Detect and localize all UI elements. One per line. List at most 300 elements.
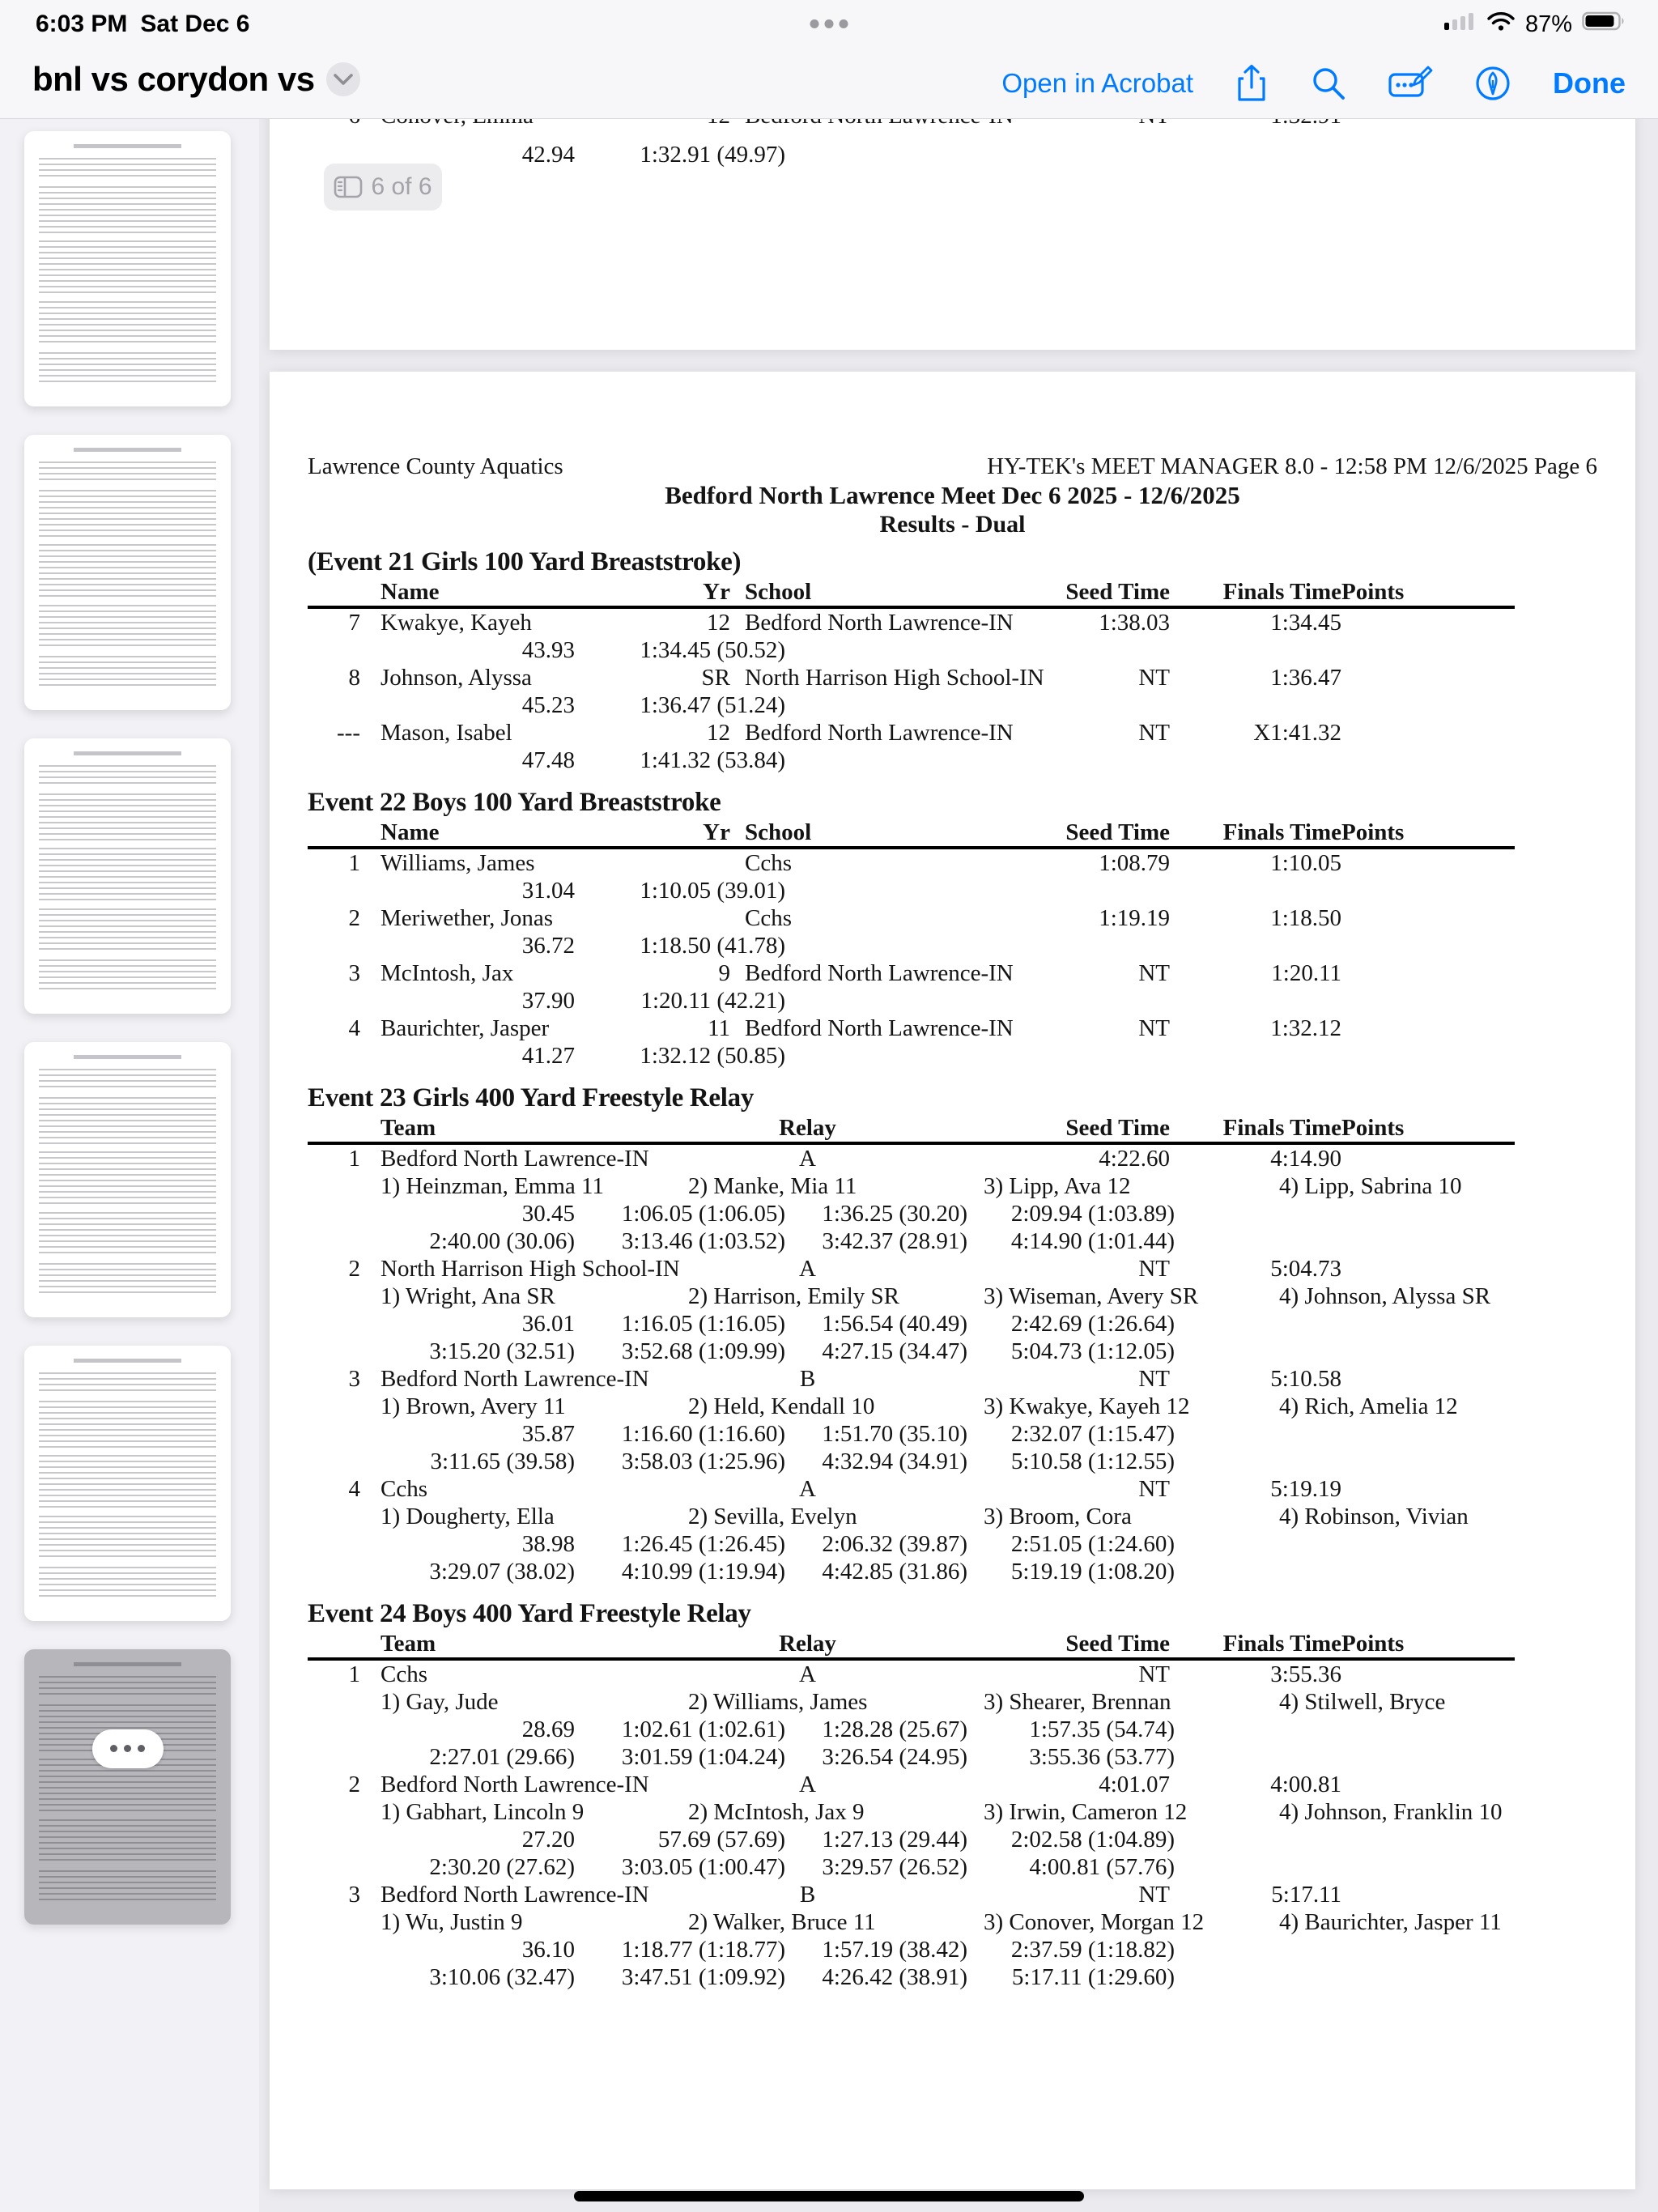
event-title: Event 24 Boys 400 Yard Freestyle Relay: [308, 1599, 751, 1628]
split-time: 3:58.03 (1:25.96): [621, 1448, 785, 1474]
year: [692, 849, 730, 877]
thumbnail-header-line: [74, 1359, 182, 1363]
page-indicator-pill[interactable]: [324, 164, 442, 211]
col-team: Team: [380, 1631, 436, 1657]
split-time: 38.98: [521, 1531, 575, 1557]
page-indicator-label: 6 of 6: [371, 173, 432, 200]
rank: 8: [348, 665, 360, 691]
split-time: 2:40.00 (30.06): [429, 1228, 575, 1254]
col-finals: Finals Time: [1222, 819, 1341, 845]
result-row: [308, 1015, 1515, 1042]
col-yr: Yr: [703, 579, 730, 605]
column-header-row: [308, 819, 1515, 849]
event-title: Event 22 Boys 100 Yard Breaststroke: [308, 788, 721, 817]
relay-swimmers-row: [308, 1503, 1597, 1530]
finals-time: 3:55.36: [1270, 1661, 1341, 1687]
split-time: 3:03.05 (1:00.47): [621, 1854, 785, 1880]
fill: [923, 1365, 1036, 1393]
split-time: 3:01.59 (1:04.24): [621, 1744, 785, 1770]
pencil-tool-button[interactable]: [1473, 64, 1512, 103]
rank: ---: [337, 720, 360, 746]
thumbnail-text-block: [39, 656, 216, 688]
relay-swimmers-row: [308, 1283, 1597, 1310]
swimmer-name: Meriwether, Jonas: [380, 905, 554, 931]
finals-time: 1:36.47: [1270, 665, 1341, 691]
finals-time: 1:20.11: [1271, 960, 1341, 986]
result-row: [308, 849, 1515, 877]
thumbnail-text-block: [39, 1151, 216, 1205]
battery-percent: 87%: [1524, 11, 1572, 37]
relay-team-row: [308, 1145, 1515, 1172]
splits-row: [308, 1826, 1597, 1853]
thumbnail-text-block: [39, 462, 216, 483]
markup-icon: [1388, 65, 1433, 102]
thumbnail-text-block: [39, 301, 216, 345]
split-time: 2:37.59 (1:18.82): [1010, 1937, 1175, 1963]
relay-swimmer: 3) Shearer, Brennan: [984, 1689, 1171, 1715]
relay-team-row: [308, 1881, 1515, 1908]
relay-swimmer: 1) Gay, Jude: [380, 1689, 499, 1715]
split-time: 1:18.50 (41.78): [640, 933, 785, 959]
split-time: 31.04: [521, 878, 575, 904]
col-fill: [923, 1114, 1036, 1142]
split-time: 1:18.77 (1:18.77): [621, 1937, 785, 1963]
relay-team-row: [308, 1661, 1515, 1688]
rank: 2: [348, 905, 360, 931]
school: Bedford North Lawrence-IN: [745, 960, 1014, 986]
split-time: 1:06.05 (1:06.05): [621, 1201, 785, 1227]
seed-time: NT: [1138, 1256, 1170, 1282]
thumbnail-text-block: [39, 765, 216, 786]
col-yr: Yr: [703, 819, 730, 845]
column-header-row: [308, 1630, 1515, 1661]
relay-swimmer: 1) Heinzman, Emma 11: [380, 1173, 604, 1199]
event-section: [308, 546, 1597, 774]
seed-time: 4:01.07: [1099, 1772, 1170, 1797]
thumbnail-text-block: [39, 605, 216, 649]
seed-time: NT: [1138, 1366, 1170, 1392]
splits-row: [308, 1558, 1597, 1585]
column-header-row: [308, 578, 1515, 609]
school: Bedford North Lawrence-IN: [745, 610, 1014, 636]
chevron-down-icon: [333, 73, 354, 86]
split-time: 36.10: [521, 1937, 575, 1963]
splits-row: [308, 1420, 1597, 1448]
year: SR: [701, 665, 730, 691]
splits-row: [308, 1716, 1597, 1743]
sidebar-toggle-icon: [334, 175, 363, 199]
splits-row: [308, 141, 1597, 168]
relay-letter: A: [799, 1661, 816, 1687]
events-list: [308, 546, 1597, 1991]
splits-row: [308, 691, 1597, 719]
relay-swimmer: 3) Kwakye, Kayeh 12: [984, 1393, 1190, 1419]
finals-time: 5:19.19: [1270, 1476, 1341, 1502]
split-time: 4:27.15 (34.47): [822, 1338, 967, 1364]
split-time: 45.23: [521, 692, 575, 718]
result-row: [308, 664, 1515, 691]
relay-swimmer: 1) Brown, Avery 11: [380, 1393, 566, 1419]
finals-time: 4:14.90: [1270, 1146, 1341, 1172]
split-time: 4:00.81 (57.76): [1029, 1854, 1175, 1880]
seed-time: NT: [1138, 665, 1170, 691]
thumbnail-text-block: [39, 959, 216, 992]
finals-time: X1:41.32: [1253, 720, 1341, 746]
year: 12: [707, 720, 730, 746]
relay-swimmers-row: [308, 1688, 1597, 1716]
col-finals: Finals Time: [1222, 1115, 1341, 1141]
swimmer-name: McIntosh, Jax: [380, 960, 514, 986]
open-in-acrobat-link[interactable]: Open in Acrobat: [1001, 68, 1193, 98]
search-button[interactable]: [1310, 65, 1347, 102]
relay-team-row: [308, 1365, 1515, 1393]
rank: 7: [348, 610, 360, 636]
team-name: Bedford North Lawrence-IN: [380, 1882, 649, 1908]
relay-swimmers-row: [308, 1798, 1597, 1826]
team-name: Cchs: [380, 1661, 427, 1687]
split-time: 1:02.61 (1:02.61): [621, 1716, 785, 1742]
event-section: [308, 1597, 1597, 1991]
relay-letter: B: [799, 1882, 816, 1908]
team-name: Bedford North Lawrence-IN: [380, 1366, 649, 1392]
seed-time: NT: [1138, 1882, 1170, 1908]
wifi-icon: [1486, 11, 1516, 38]
home-indicator[interactable]: [574, 2191, 1084, 2201]
dot: [138, 1745, 145, 1752]
splits-row: [308, 1743, 1597, 1771]
rank: 3: [348, 960, 360, 986]
fill: [923, 1661, 1036, 1688]
relay-swimmer: 2) Held, Kendall 10: [688, 1393, 875, 1419]
thumbnail-text-block: [39, 1819, 216, 1863]
thumbnail-text-block: [39, 1097, 216, 1144]
share-button[interactable]: [1234, 63, 1269, 104]
split-time: 3:13.46 (1:03.52): [621, 1228, 785, 1254]
splits-row: [308, 1338, 1597, 1365]
thumbnail-sidebar: [0, 118, 259, 2212]
split-time: 2:51.05 (1:24.60): [1010, 1531, 1175, 1557]
relay-swimmer: 2) Sevilla, Evelyn: [688, 1504, 857, 1529]
result-row: [308, 959, 1515, 987]
school: Cchs: [745, 850, 792, 876]
splits-row: [308, 1227, 1597, 1255]
page-thumbnail-6[interactable]: [24, 1649, 231, 1925]
split-time: 3:47.51 (1:09.92): [621, 1964, 785, 1990]
thumbnail-text-block: [39, 1263, 216, 1295]
col-finals: Finals Time: [1222, 1631, 1341, 1657]
relay-swimmer: 4) Johnson, Alyssa SR: [1279, 1283, 1491, 1309]
split-time: 5:04.73 (1:12.05): [1010, 1338, 1175, 1364]
thumbnail-text-block: [39, 158, 216, 179]
split-time: 1:32.12 (50.85): [640, 1043, 785, 1069]
split-time: 1:36.25 (30.20): [822, 1201, 967, 1227]
relay-swimmer: 2) Walker, Bruce 11: [688, 1909, 876, 1935]
seed-time: 4:22.60: [1099, 1146, 1170, 1172]
split-time: 3:15.20 (32.51): [429, 1338, 575, 1364]
relay-letter: A: [799, 1146, 816, 1172]
doc-header-right: HY-TEK's MEET MANAGER 8.0 - 12:58 PM 12/6/2025 Page 6: [987, 453, 1597, 479]
finals-time: 5:10.58: [1270, 1366, 1341, 1392]
swimmer-name: Kwakye, Kayeh: [380, 610, 532, 636]
split-time: 4:10.99 (1:19.94): [621, 1559, 785, 1585]
doc-header-left: Lawrence County Aquatics: [308, 453, 563, 479]
fill: [923, 1255, 1036, 1283]
split-time: 4:26.42 (38.91): [822, 1964, 967, 1990]
split-time: 1:10.05 (39.01): [640, 878, 785, 904]
relay-swimmer: 2) Williams, James: [688, 1689, 868, 1715]
rank: 2: [348, 1772, 360, 1797]
finals-time: 1:34.45: [1270, 610, 1341, 636]
split-time: 42.94: [521, 142, 575, 168]
split-time: 43.93: [521, 637, 575, 663]
page-menu-button[interactable]: [92, 1729, 164, 1768]
year: 12: [707, 610, 730, 636]
thumbnail-text-block: [39, 352, 216, 385]
relay-swimmer: 3) Wiseman, Avery SR: [984, 1283, 1199, 1309]
meet-title: Bedford North Lawrence Meet Dec 6 2025 - 12/6/2025: [665, 481, 1240, 509]
thumbnail-text-block: [39, 908, 216, 952]
splits-row: [308, 1448, 1597, 1475]
split-time: 3:42.37 (28.91): [822, 1228, 967, 1254]
split-time: 2:02.58 (1:04.89): [1010, 1827, 1175, 1853]
relay-letter: A: [799, 1476, 816, 1502]
splits-row: [308, 1963, 1597, 1991]
navigation-bar: [0, 49, 1658, 119]
event-section: [308, 1082, 1597, 1585]
split-time: 2:27.01 (29.66): [429, 1744, 575, 1770]
relay-swimmer: 1) Gabhart, Lincoln 9: [380, 1799, 585, 1825]
split-time: 3:29.57 (26.52): [822, 1854, 967, 1880]
relay-swimmer: 4) Johnson, Franklin 10: [1279, 1799, 1503, 1825]
relay-team-row: [308, 1255, 1515, 1283]
split-time: 2:32.07 (1:15.47): [1010, 1421, 1175, 1447]
split-time: 35.87: [521, 1421, 575, 1447]
split-time: 1:51.70 (35.10): [822, 1421, 967, 1447]
split-time: 3:11.65 (39.58): [430, 1448, 575, 1474]
col-school: School: [745, 579, 812, 605]
thumbnail-header-line: [74, 1662, 182, 1666]
relay-swimmer: 4) Stilwell, Bryce: [1279, 1689, 1446, 1715]
done-button[interactable]: Done: [1553, 66, 1626, 100]
rank: 1: [348, 1146, 360, 1172]
finals-time: 1:10.05: [1270, 850, 1341, 876]
pencil-circle-icon: [1473, 64, 1512, 103]
split-time: 36.72: [521, 933, 575, 959]
thumbnail-header-line: [74, 751, 182, 755]
document-viewer[interactable]: [259, 118, 1658, 2212]
split-time: 3:52.68 (1:09.99): [621, 1338, 785, 1364]
seed-time: NT: [1138, 1015, 1170, 1041]
split-time: 1:56.54 (40.49): [822, 1311, 967, 1337]
page-thumbnail-2[interactable]: [24, 435, 231, 710]
finals-time: 1:32.12: [1270, 1015, 1341, 1041]
col-seed: Seed Time: [1065, 579, 1170, 605]
thumbnail-text-block: [39, 186, 216, 233]
page-thumbnail-5[interactable]: [24, 1346, 231, 1621]
col-fill: [923, 1630, 1036, 1657]
col-rank: [308, 819, 360, 846]
school: Bedford North Lawrence-IN: [745, 1015, 1014, 1041]
relay-letter: A: [799, 1256, 816, 1282]
school: Bedford North Lawrence-IN: [745, 720, 1014, 746]
finals-time: 5:04.73: [1270, 1256, 1341, 1282]
seed-time: 1:19.19: [1099, 905, 1170, 931]
split-time: 2:09.94 (1:03.89): [1010, 1201, 1175, 1227]
splits-row: [308, 636, 1597, 664]
relay-swimmer: 3) Conover, Morgan 12: [984, 1909, 1205, 1935]
year: 11: [708, 1015, 730, 1041]
col-points: Points: [1341, 819, 1405, 845]
split-time: 1:28.28 (25.67): [822, 1716, 967, 1742]
split-time: 28.69: [521, 1716, 575, 1742]
split-time: 1:27.13 (29.44): [822, 1827, 967, 1853]
year: 9: [718, 960, 730, 986]
splits-row: [308, 1200, 1597, 1227]
dot: [110, 1745, 117, 1752]
relay-letter: B: [799, 1366, 816, 1392]
col-name: Name: [380, 819, 440, 845]
col-finals: Finals Time: [1222, 579, 1341, 605]
team-name: Cchs: [380, 1476, 427, 1502]
relay-swimmer: 1) Wu, Justin 9: [380, 1909, 523, 1935]
fill: [923, 1771, 1036, 1798]
split-time: 1:20.11 (42.21): [640, 988, 785, 1014]
seed-time: NT: [1138, 1476, 1170, 1502]
split-time: 30.45: [521, 1201, 575, 1227]
thumbnail-header-line: [74, 144, 182, 148]
relay-swimmer: 3) Irwin, Cameron 12: [984, 1799, 1188, 1825]
thumbnail-text-block: [39, 240, 216, 294]
fill: [923, 1475, 1036, 1503]
status-date: Sat Dec 6: [140, 11, 250, 37]
thumbnail-text-block: [39, 1372, 216, 1393]
split-time: 47.48: [521, 747, 575, 773]
search-icon: [1310, 65, 1347, 102]
page-thumbnail-4[interactable]: [24, 1042, 231, 1317]
thumbnail-text-block: [39, 544, 216, 598]
col-points: Points: [1341, 1631, 1405, 1657]
split-time: 27.20: [521, 1827, 575, 1853]
battery-icon: [1582, 10, 1627, 39]
splits-row: [308, 1310, 1597, 1338]
thumbnail-header-line: [74, 448, 182, 452]
multitasking-indicator[interactable]: [810, 19, 848, 28]
swimmer-name: Baurichter, Jasper: [380, 1015, 550, 1041]
rank: 1: [348, 850, 360, 876]
page-thumbnail-3[interactable]: [24, 738, 231, 1014]
result-row: [308, 719, 1515, 747]
col-seed: Seed Time: [1065, 1631, 1170, 1657]
splits-row: [308, 747, 1597, 774]
thumbnail-text-block: [39, 1567, 216, 1599]
split-time: 36.01: [521, 1311, 575, 1337]
relay-swimmer: 4) Baurichter, Jasper 11: [1279, 1909, 1502, 1935]
split-time: 1:26.45 (1:26.45): [621, 1531, 785, 1557]
swimmer-name: Johnson, Alyssa: [380, 665, 532, 691]
thumbnail-header-line: [74, 1055, 182, 1059]
rank: 3: [348, 1882, 360, 1908]
document-title: bnl vs corydon vs: [32, 60, 315, 98]
split-time: 5:17.11 (1:29.60): [1011, 1964, 1175, 1990]
rank: 4: [348, 1015, 360, 1041]
split-time: 1:32.91 (49.97): [640, 142, 785, 168]
relay-swimmer: 1) Wright, Ana SR: [380, 1283, 555, 1309]
relay-swimmer: 2) Harrison, Emily SR: [688, 1283, 899, 1309]
thumbnail-text-block: [39, 1870, 216, 1903]
result-row: [308, 609, 1515, 636]
col-rank: [308, 1630, 360, 1657]
dot: [124, 1745, 131, 1752]
split-time: 1:57.35 (54.74): [1029, 1716, 1175, 1742]
rank: 2: [348, 1256, 360, 1282]
split-time: 2:30.20 (27.62): [429, 1854, 575, 1880]
relay-swimmer: 2) McIntosh, Jax 9: [688, 1799, 865, 1825]
event-title: Event 23 Girls 400 Yard Freestyle Relay: [308, 1083, 755, 1112]
thumbnail-text-block: [39, 1516, 216, 1559]
event-title: (Event 21 Girls 100 Yard Breaststroke): [308, 547, 742, 576]
thumbnail-text-block: [39, 490, 216, 537]
split-time: 1:34.45 (50.52): [640, 637, 785, 663]
relay-swimmer: 3) Broom, Cora: [984, 1504, 1132, 1529]
rank: 1: [348, 1661, 360, 1687]
split-time: 4:14.90 (1:01.44): [1010, 1228, 1175, 1254]
col-team: Team: [380, 1115, 436, 1141]
splits-row: [308, 877, 1597, 904]
thumbnail-text-block: [39, 1676, 216, 1697]
col-seed: Seed Time: [1065, 1115, 1170, 1141]
relay-team-row: [308, 1475, 1515, 1503]
split-time: 1:36.47 (51.24): [640, 692, 785, 718]
split-time: 57.69 (57.69): [657, 1827, 785, 1853]
splits-row: [308, 987, 1597, 1015]
splits-row: [308, 1042, 1597, 1070]
split-time: 1:16.60 (1:16.60): [621, 1421, 785, 1447]
column-header-row: [308, 1114, 1515, 1145]
relay-swimmer: 4) Rich, Amelia 12: [1279, 1393, 1458, 1419]
split-time: 1:16.05 (1:16.05): [621, 1311, 785, 1337]
relay-swimmer: 3) Lipp, Ava 12: [984, 1173, 1131, 1199]
split-time: 2:06.32 (39.87): [822, 1531, 967, 1557]
relay-swimmer: 2) Manke, Mia 11: [688, 1173, 857, 1199]
swimmer-name: Williams, James: [380, 850, 535, 876]
split-time: 41.27: [521, 1043, 575, 1069]
relay-swimmers-row: [308, 1172, 1597, 1200]
col-points: Points: [1341, 579, 1405, 605]
cellular-signal-icon: [1444, 11, 1477, 38]
result-row: [308, 904, 1515, 932]
status-time: 6:03 PM: [36, 11, 128, 37]
relay-swimmer: 4) Robinson, Vivian: [1279, 1504, 1469, 1529]
split-time: 3:10.06 (32.47): [429, 1964, 575, 1990]
team-name: Bedford North Lawrence-IN: [380, 1772, 649, 1797]
split-time: 3:29.07 (38.02): [429, 1559, 575, 1585]
split-time: 37.90: [521, 988, 575, 1014]
title-menu-button[interactable]: [326, 62, 360, 96]
year: [692, 904, 730, 932]
split-time: 5:19.19 (1:08.20): [1010, 1559, 1175, 1585]
rank: 3: [348, 1366, 360, 1392]
thumbnail-text-block: [39, 1212, 216, 1256]
splits-row: [308, 1936, 1597, 1963]
splits-row: [308, 932, 1597, 959]
splits-row: [308, 1530, 1597, 1558]
school: Cchs: [745, 905, 792, 931]
markup-button[interactable]: [1388, 65, 1433, 102]
col-rank: [308, 578, 360, 606]
page-thumbnail-1[interactable]: [24, 131, 231, 406]
thumbnail-text-block: [39, 1069, 216, 1090]
team-name: North Harrison High School-IN: [380, 1256, 680, 1282]
